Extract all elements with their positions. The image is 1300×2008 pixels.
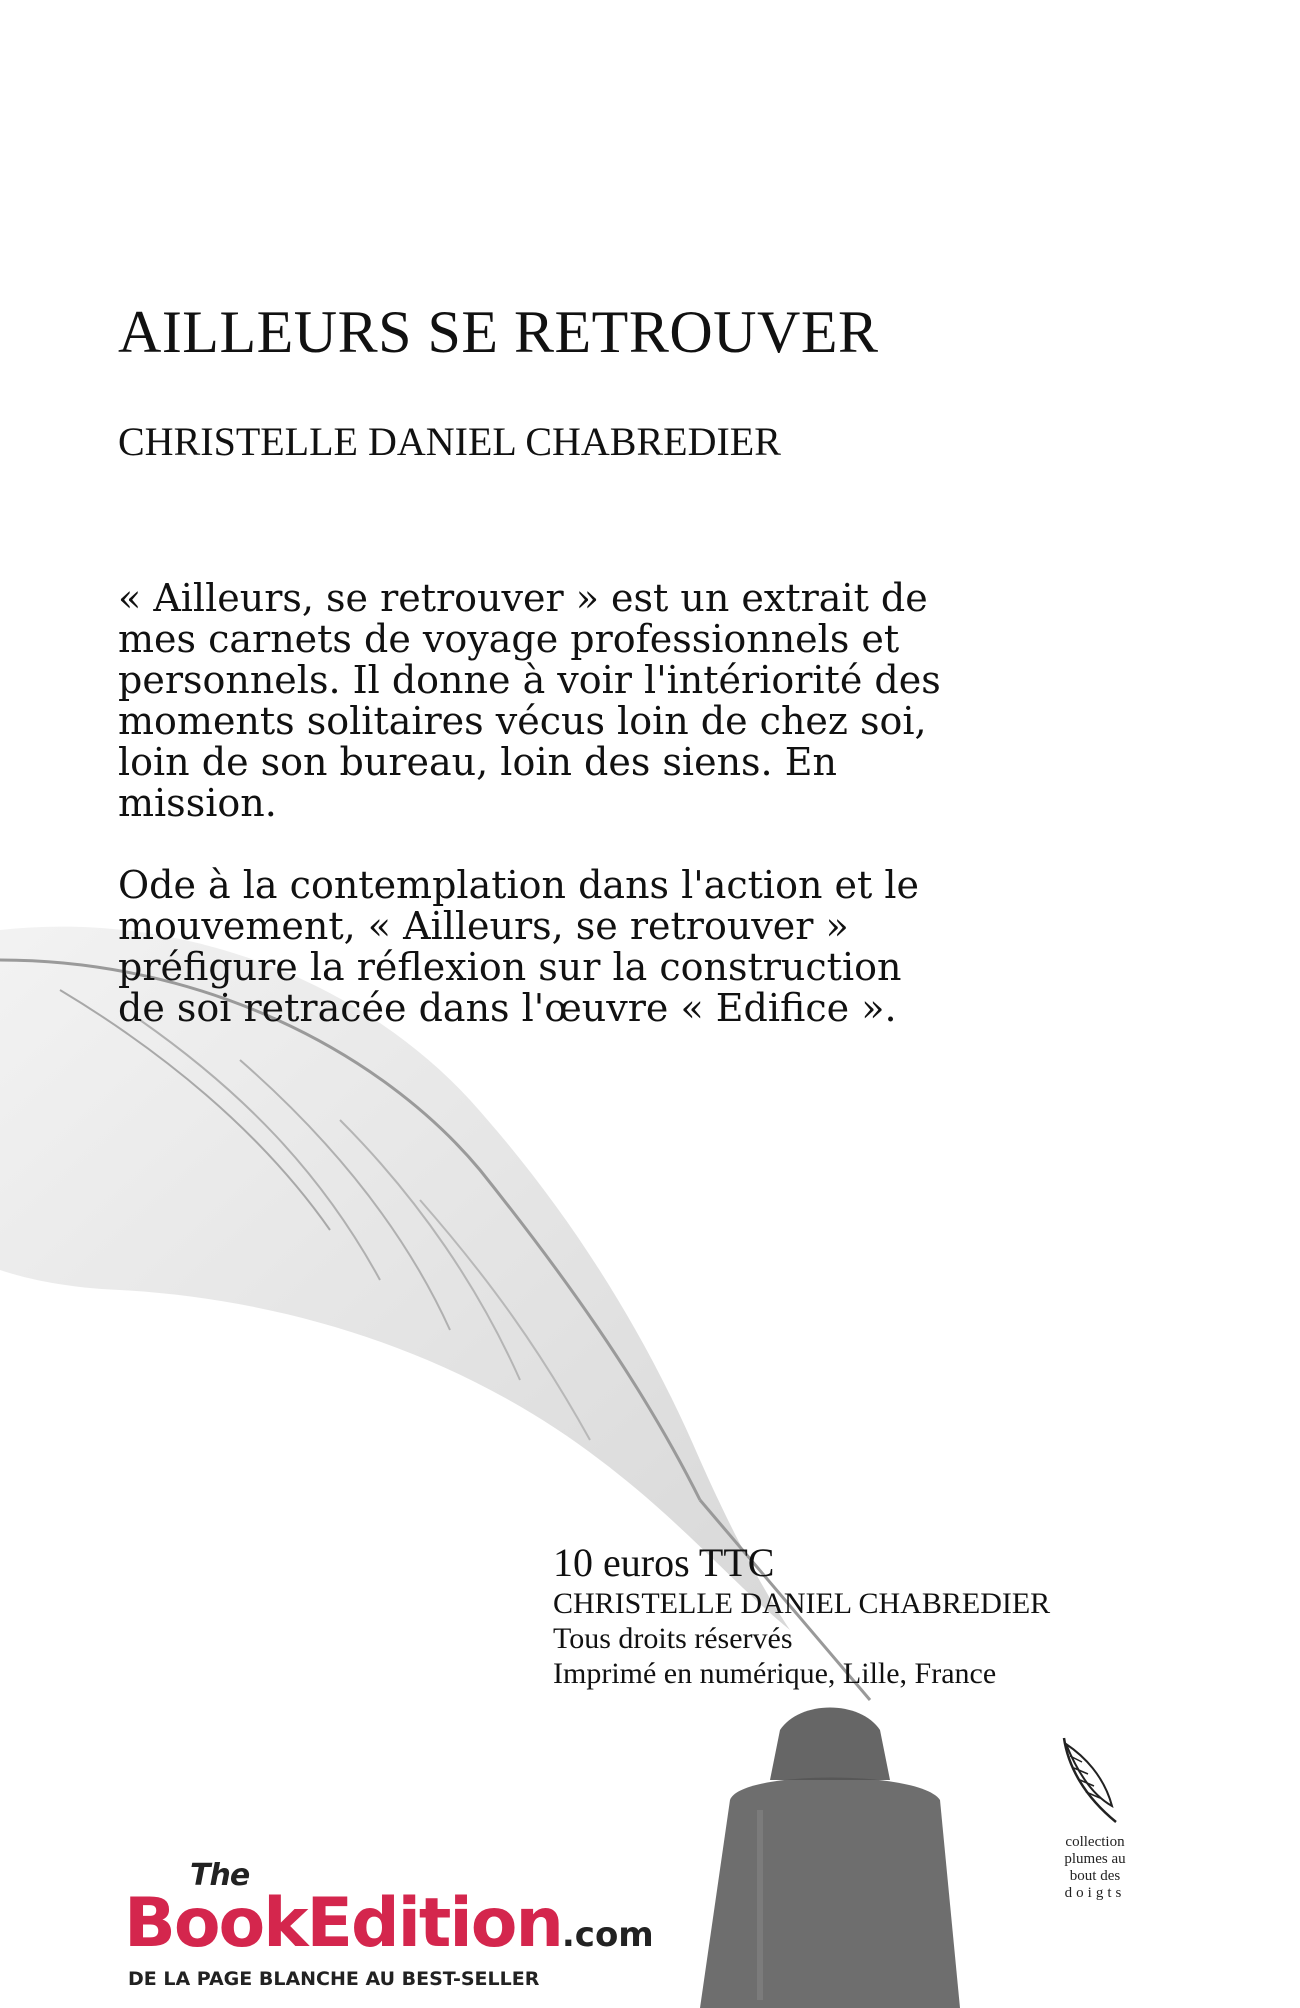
collection-line: doigts: [1064, 1885, 1126, 1901]
logo-domain: .com: [561, 1915, 654, 1955]
back-cover-blurb: [118, 578, 958, 1070]
book-title: AILLEURS SE RETROUVER: [118, 299, 879, 365]
collection-line: bout des: [1069, 1868, 1121, 1884]
imprint-author: CHRISTELLE DANIEL CHABREDIER: [553, 1587, 1051, 1620]
quill-icon: [1054, 1736, 1134, 1826]
price: 10 euros TTC: [553, 1540, 775, 1585]
blurb-paragraph: Ode à la contemplation dans l'action et le mouvement, « Ailleurs, se retrouver » préfigure la réflexion sur la construction de soi retracée dans l'œuvre « Edifice ».: [118, 863, 919, 1030]
print-location: Imprimé en numérique, Lille, France: [553, 1657, 997, 1690]
collection-line: plumes au: [1064, 1851, 1126, 1867]
author-name: CHRISTELLE DANIEL CHABREDIER: [118, 419, 781, 464]
collection-label: [1040, 1834, 1150, 1902]
imprint-block: [553, 1540, 1050, 1691]
logo-the: The: [190, 1858, 250, 1893]
collection-line: collection: [1065, 1834, 1125, 1850]
logo-name: BookEdition: [124, 1884, 562, 1963]
publisher-tagline: DE LA PAGE BLANCHE AU BEST-SELLER: [128, 1968, 540, 1990]
logo-wordmark: [124, 1884, 654, 1963]
rights-notice: Tous droits réservés: [553, 1622, 793, 1655]
blurb-paragraph: « Ailleurs, se retrouver » est un extrait de mes carnets de voyage professionnels et personnels. Il donne à voir l'intériorité des moments solitaires vécus loin de chez soi, loin de son bureau, loin des siens. En mission.: [118, 576, 941, 825]
